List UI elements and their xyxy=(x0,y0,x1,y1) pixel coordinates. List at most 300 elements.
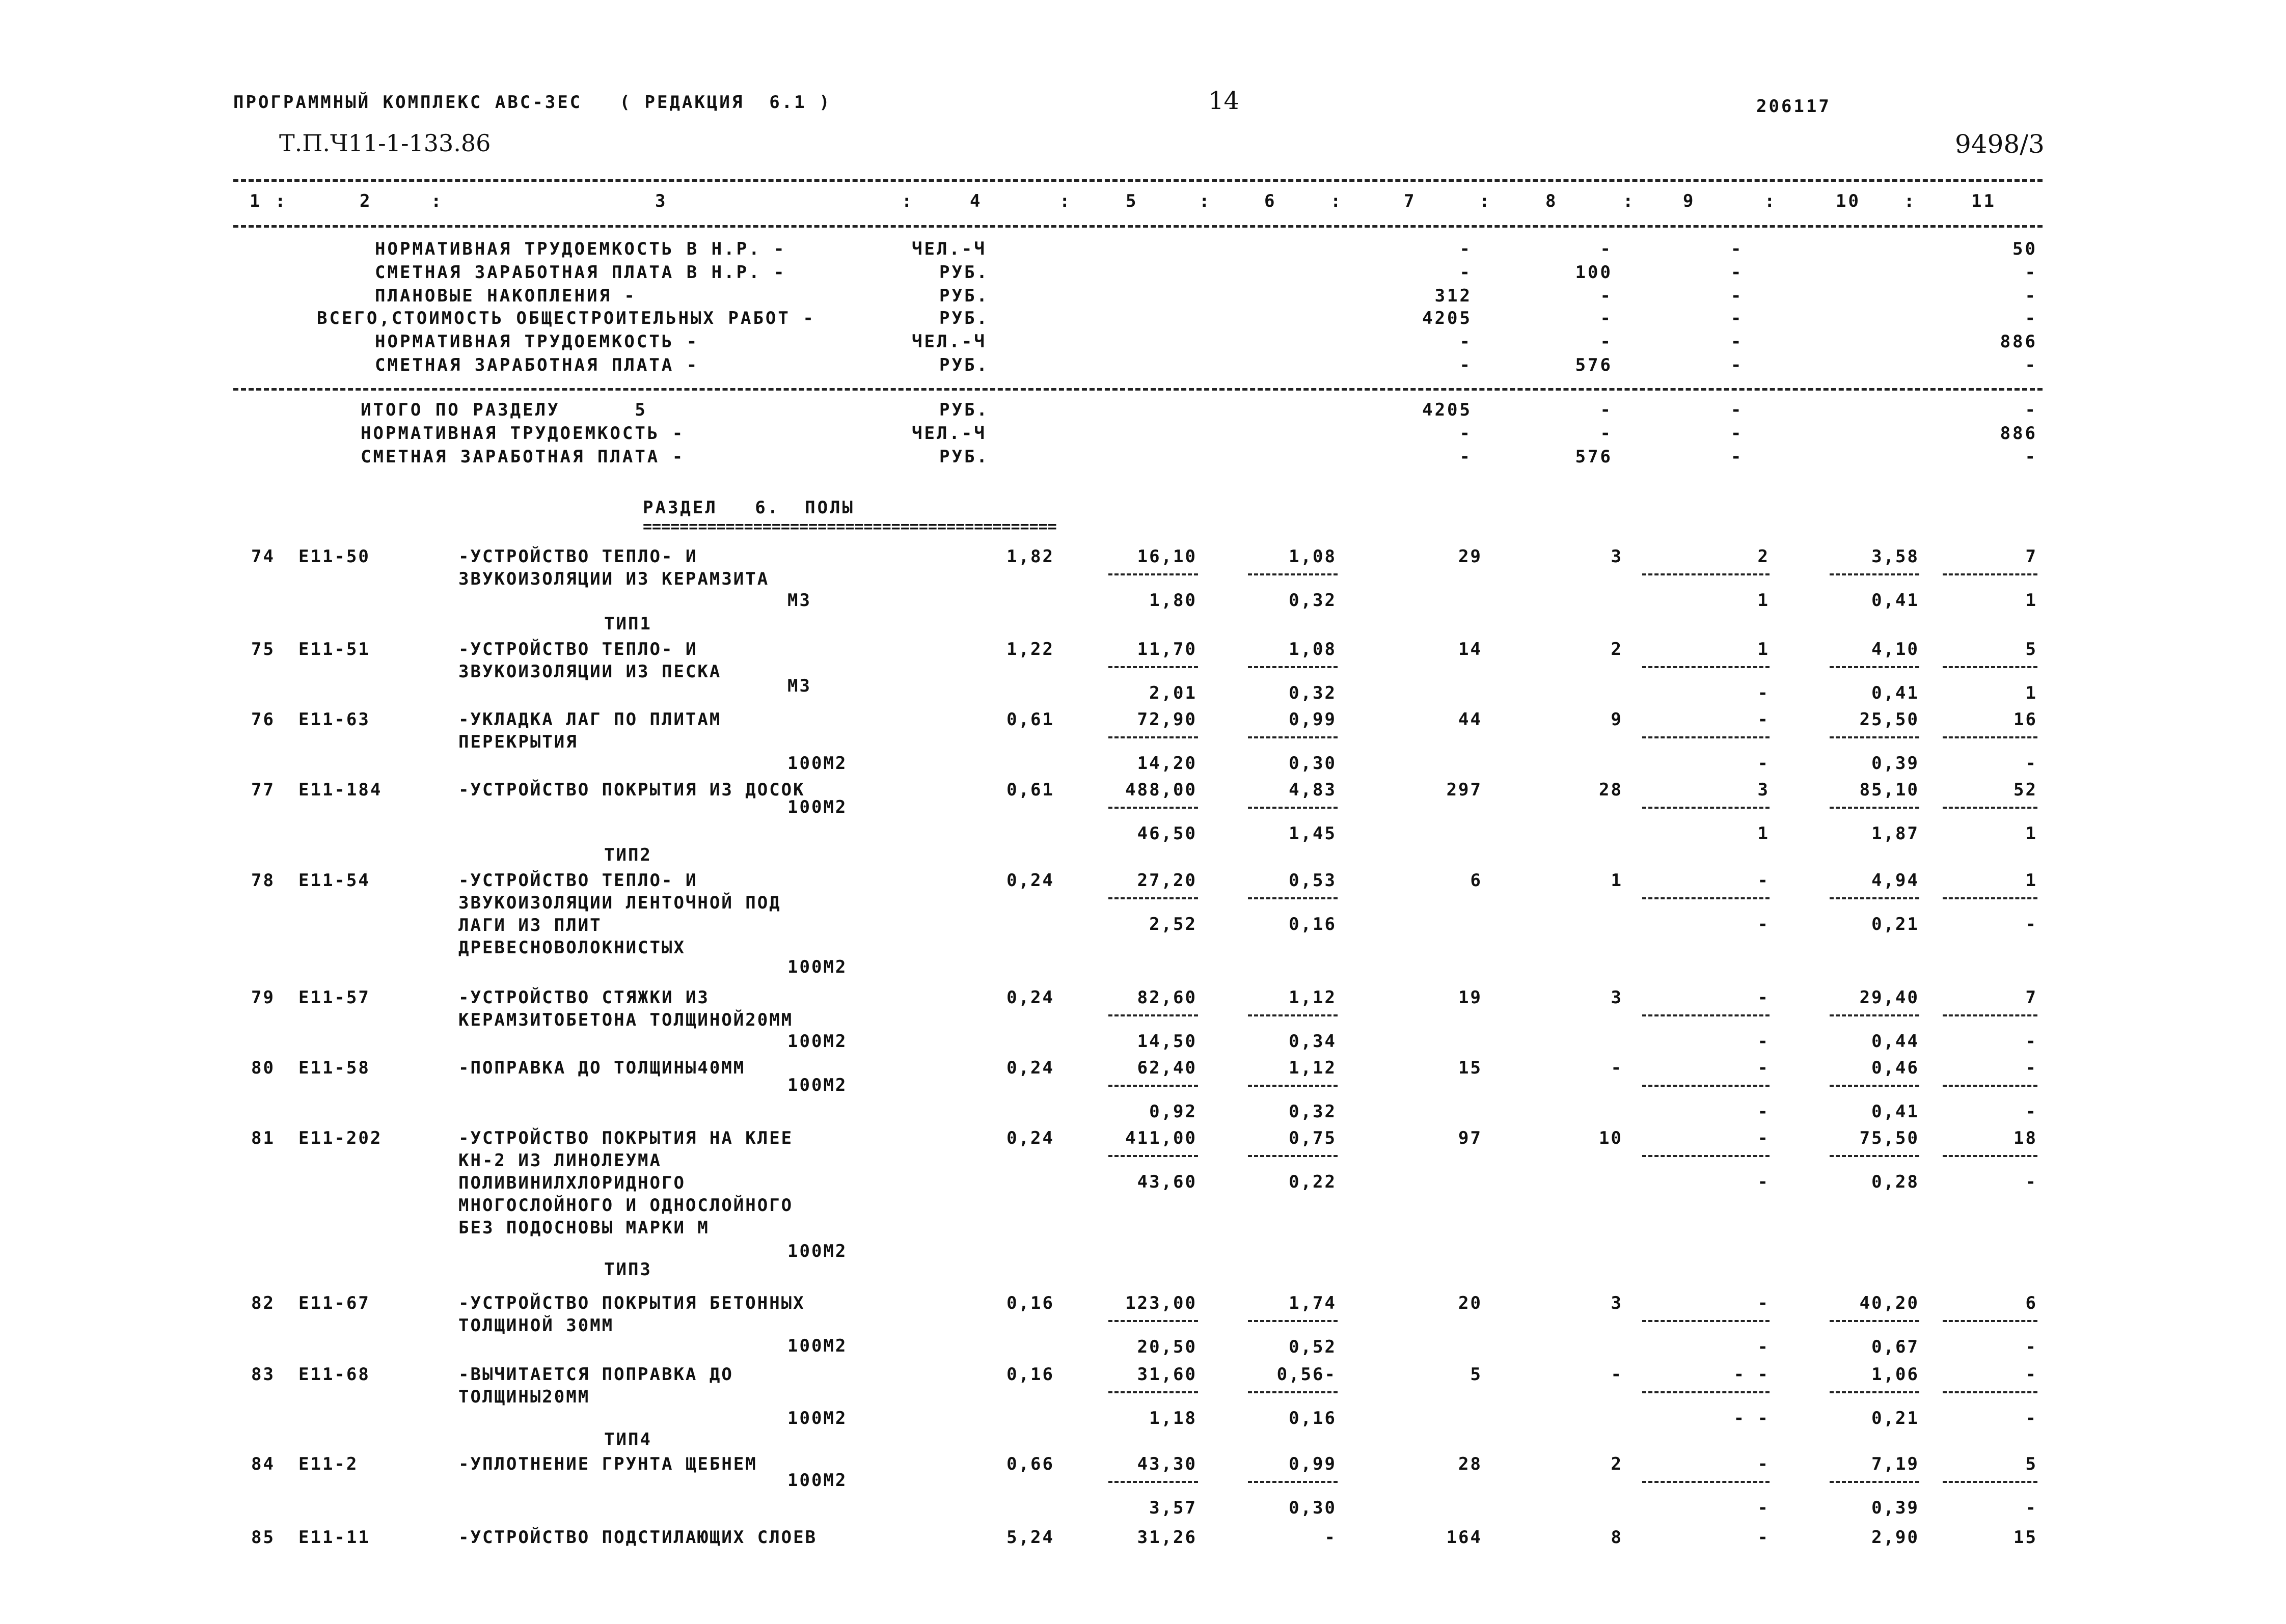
item-col7: 14 xyxy=(1458,639,1482,659)
item-col8: 10 xyxy=(1599,1128,1623,1148)
item-description: -УСТРОЙСТВО ТЕПЛО- И xyxy=(458,639,698,659)
item-code: Е11-51 xyxy=(298,639,370,659)
item-description: КН-2 ИЗ ЛИНОЛЕУМА xyxy=(458,1150,662,1171)
item-col4: 0,16 xyxy=(1006,1364,1054,1385)
item-description: МНОГОСЛОЙНОГО И ОДНОСЛОЙНОГО xyxy=(458,1195,794,1216)
cell-divider xyxy=(1642,1014,1770,1016)
item-sub-col10: 0,44 xyxy=(1871,1031,1919,1052)
item-col11: - xyxy=(2025,1058,2037,1078)
item-col4: 0,24 xyxy=(1006,1128,1054,1148)
column-number: 2 xyxy=(360,191,372,211)
item-col8: 8 xyxy=(1611,1527,1623,1548)
item-sub-col11: - xyxy=(2025,1172,2037,1192)
cell-divider xyxy=(1642,1155,1770,1157)
item-col9: - xyxy=(1757,1058,1770,1078)
item-number: 75 xyxy=(251,639,275,659)
item-code: Е11-63 xyxy=(298,709,370,730)
item-col6: 1,12 xyxy=(1289,987,1337,1008)
sheet-code: 9498/3 xyxy=(1955,129,2045,159)
item-sub-col11: - xyxy=(2025,1031,2037,1052)
item-sub-col10: 0,39 xyxy=(1871,753,1919,774)
item-sub-col10: 0,39 xyxy=(1871,1498,1919,1518)
item-col6: 1,08 xyxy=(1289,639,1337,659)
header-rule-bottom xyxy=(233,225,2043,228)
total-unit: РУБ. xyxy=(939,400,989,420)
item-description: -УСТРОЙСТВО ПОКРЫТИЯ БЕТОННЫХ xyxy=(458,1293,805,1313)
cell-divider xyxy=(1943,897,2037,899)
item-code: Е11-57 xyxy=(298,987,370,1008)
total-col8: - xyxy=(1600,308,1613,328)
cell-divider xyxy=(1830,666,1919,668)
cell-divider xyxy=(1830,1014,1919,1016)
item-description: ЗВУКОИЗОЛЯЦИИ ЛЕНТОЧНОЙ ПОД xyxy=(458,893,781,913)
cell-divider xyxy=(1943,1014,2037,1016)
item-sub-col11: - xyxy=(2025,1408,2037,1428)
item-sub-col5: 1,80 xyxy=(1149,590,1197,611)
cell-divider xyxy=(1108,1155,1198,1157)
item-col11: 5 xyxy=(2025,1454,2037,1474)
column-number: 3 xyxy=(655,191,668,211)
item-sub-col5: 0,92 xyxy=(1149,1102,1197,1122)
item-col10: 75,50 xyxy=(1859,1128,1919,1148)
item-unit: 100М2 xyxy=(787,1408,848,1428)
item-col6: 0,99 xyxy=(1289,1454,1337,1474)
total-col8: 100 xyxy=(1575,262,1613,283)
item-col10: 1,06 xyxy=(1871,1364,1919,1385)
cell-divider xyxy=(1830,1391,1919,1393)
item-unit: 100М2 xyxy=(787,957,848,977)
item-col11: 52 xyxy=(2013,780,2037,800)
item-sub-col11: 1 xyxy=(2025,683,2037,703)
cell-divider xyxy=(1248,736,1338,738)
total-col7: 4205 xyxy=(1422,400,1472,420)
item-description: -ПОПРАВКА ДО ТОЛЩИНЫ40ММ xyxy=(458,1058,746,1078)
item-col8: - xyxy=(1611,1058,1623,1078)
item-col5: 31,60 xyxy=(1137,1364,1197,1385)
cell-divider xyxy=(1943,1155,2037,1157)
item-col4: 0,61 xyxy=(1006,709,1054,730)
item-type: ТИП4 xyxy=(604,1429,652,1450)
section-title-rule: ============================================= xyxy=(643,518,1057,536)
item-unit: 100М2 xyxy=(787,753,848,774)
document-number: 206117 xyxy=(1756,96,1831,117)
item-col6: 1,12 xyxy=(1289,1058,1337,1078)
item-col9: - xyxy=(1757,1527,1770,1548)
item-description: -УСТРОЙСТВО ТЕПЛО- И xyxy=(458,546,698,567)
item-col4: 0,24 xyxy=(1006,870,1054,891)
item-number: 76 xyxy=(251,709,275,730)
cell-divider xyxy=(1830,897,1919,899)
total-col7: - xyxy=(1459,332,1472,352)
total-col7: - xyxy=(1459,262,1472,283)
item-unit: 100М2 xyxy=(787,1031,848,1052)
item-sub-col6: 0,32 xyxy=(1289,590,1337,611)
column-number: 6 xyxy=(1264,191,1277,211)
total-col8: - xyxy=(1600,400,1613,420)
column-number: 8 xyxy=(1545,191,1558,211)
item-col6: 0,99 xyxy=(1289,709,1337,730)
item-sub-col11: - xyxy=(2025,1102,2037,1122)
item-sub-col9: - xyxy=(1757,683,1770,703)
item-col8: 1 xyxy=(1611,870,1623,891)
item-sub-col9: 1 xyxy=(1757,590,1770,611)
cell-divider xyxy=(1248,1155,1338,1157)
item-col5: 82,60 xyxy=(1137,987,1197,1008)
item-sub-col11: - xyxy=(2025,914,2037,934)
item-sub-col5: 43,60 xyxy=(1137,1172,1197,1192)
cell-divider xyxy=(1108,897,1198,899)
item-sub-col5: 46,50 xyxy=(1137,823,1197,844)
item-col8: 3 xyxy=(1611,987,1623,1008)
cell-divider xyxy=(1108,1320,1198,1322)
item-description: КЕРАМЗИТОБЕТОНА ТОЛЩИНОЙ20ММ xyxy=(458,1010,794,1030)
item-sub-col11: - xyxy=(2025,1498,2037,1518)
item-sub-col9: 1 xyxy=(1757,823,1770,844)
cell-divider xyxy=(1943,573,2037,575)
item-col9: - xyxy=(1757,1454,1770,1474)
item-description: -УСТРОЙСТВО ПОКРЫТИЯ НА КЛЕЕ xyxy=(458,1128,794,1148)
total-unit: ЧЕЛ.-Ч xyxy=(912,423,987,444)
item-col7: 28 xyxy=(1458,1454,1482,1474)
item-sub-col9: - xyxy=(1757,753,1770,774)
item-unit: 100М2 xyxy=(787,1336,848,1356)
item-code: Е11-50 xyxy=(298,546,370,567)
total-col8: - xyxy=(1600,286,1613,306)
program-title: ПРОГРАММНЫЙ КОМПЛЕКС АВС-3ЕС ( РЕДАКЦИЯ 6.1 ) xyxy=(233,92,832,113)
item-sub-col9: - - xyxy=(1733,1408,1770,1428)
item-code: Е11-11 xyxy=(298,1527,370,1548)
item-col5: 411,00 xyxy=(1125,1128,1197,1148)
item-col7: 15 xyxy=(1458,1058,1482,1078)
cell-divider xyxy=(1642,736,1770,738)
item-col8: 28 xyxy=(1599,780,1623,800)
item-col10: 3,58 xyxy=(1871,546,1919,567)
item-col11: 5 xyxy=(2025,639,2037,659)
item-code: Е11-2 xyxy=(298,1454,359,1474)
item-col4: 0,61 xyxy=(1006,780,1054,800)
item-type: ТИП1 xyxy=(604,614,652,634)
item-code: Е11-54 xyxy=(298,870,370,891)
item-code: Е11-68 xyxy=(298,1364,370,1385)
total-col11: 50 xyxy=(2012,239,2037,259)
item-col10: 0,46 xyxy=(1871,1058,1919,1078)
cell-divider xyxy=(1642,897,1770,899)
cell-divider xyxy=(1248,1320,1338,1322)
total-col11: - xyxy=(2025,355,2037,375)
item-code: Е11-58 xyxy=(298,1058,370,1078)
column-number: 4 xyxy=(970,191,983,211)
item-col11: 7 xyxy=(2025,987,2037,1008)
item-col10: 29,40 xyxy=(1859,987,1919,1008)
total-label: ИТОГО ПО РАЗДЕЛУ 5 xyxy=(361,400,647,420)
item-number: 85 xyxy=(251,1527,275,1548)
item-col5: 62,40 xyxy=(1137,1058,1197,1078)
cell-divider xyxy=(1108,1481,1198,1483)
item-col8: 9 xyxy=(1611,709,1623,730)
item-sub-col5: 3,57 xyxy=(1149,1498,1197,1518)
total-col8: 576 xyxy=(1575,447,1613,467)
item-col11: - xyxy=(2025,1364,2037,1385)
item-sub-col6: 0,34 xyxy=(1289,1031,1337,1052)
cell-divider xyxy=(1642,1391,1770,1393)
item-description: -ВЫЧИТАЕТСЯ ПОПРАВКА ДО xyxy=(458,1364,733,1385)
item-col7: 297 xyxy=(1446,780,1482,800)
item-col6: - xyxy=(1324,1527,1337,1548)
cell-divider xyxy=(1943,1085,2037,1087)
item-col8: 3 xyxy=(1611,1293,1623,1313)
cell-divider xyxy=(1642,1085,1770,1087)
column-number: 5 xyxy=(1126,191,1138,211)
item-sub-col6: 0,32 xyxy=(1289,683,1337,703)
total-unit: РУБ. xyxy=(939,447,989,467)
item-sub-col9: - xyxy=(1757,1102,1770,1122)
item-description: ЛАГИ ИЗ ПЛИТ xyxy=(458,915,602,935)
item-sub-col10: 0,41 xyxy=(1871,683,1919,703)
item-number: 74 xyxy=(251,546,275,567)
item-unit: 100М2 xyxy=(787,1470,848,1491)
item-col9: - xyxy=(1757,709,1770,730)
cell-divider xyxy=(1830,1155,1919,1157)
item-col9: - xyxy=(1757,1128,1770,1148)
item-number: 78 xyxy=(251,870,275,891)
item-unit: 100М2 xyxy=(787,1075,848,1095)
item-sub-col5: 14,20 xyxy=(1137,753,1197,774)
total-col8: - xyxy=(1600,239,1613,259)
item-number: 80 xyxy=(251,1058,275,1078)
item-number: 79 xyxy=(251,987,275,1008)
item-sub-col11: 1 xyxy=(2025,590,2037,611)
total-col9: - xyxy=(1731,262,1744,283)
total-label: ПЛАНОВЫЕ НАКОПЛЕНИЯ - xyxy=(375,286,637,306)
item-description: ПОЛИВИНИЛХЛОРИДНОГО xyxy=(458,1173,686,1193)
cell-divider xyxy=(1108,666,1198,668)
item-sub-col9: - xyxy=(1757,1031,1770,1052)
item-type: ТИП3 xyxy=(604,1259,652,1280)
item-description: -УПЛОТНЕНИЕ ГРУНТА ЩЕБНЕМ xyxy=(458,1454,757,1474)
total-col11: 886 xyxy=(2000,423,2037,444)
totals-separator xyxy=(233,388,2043,391)
item-col8: 3 xyxy=(1611,546,1623,567)
cell-divider xyxy=(1108,1085,1198,1087)
cell-divider xyxy=(1642,807,1770,809)
item-col5: 123,00 xyxy=(1125,1293,1197,1313)
cell-divider xyxy=(1108,807,1198,809)
column-number: 1 xyxy=(250,191,262,211)
cell-divider xyxy=(1642,1320,1770,1322)
cell-divider xyxy=(1830,1320,1919,1322)
item-number: 81 xyxy=(251,1128,275,1148)
item-col4: 0,16 xyxy=(1006,1293,1054,1313)
item-col6: 4,83 xyxy=(1289,780,1337,800)
total-unit: ЧЕЛ.-Ч xyxy=(912,239,987,259)
item-col11: 6 xyxy=(2025,1293,2037,1313)
item-col5: 16,10 xyxy=(1137,546,1197,567)
item-sub-col11: - xyxy=(2025,753,2037,774)
cell-divider xyxy=(1943,736,2037,738)
item-col10: 40,20 xyxy=(1859,1293,1919,1313)
item-col7: 19 xyxy=(1458,987,1482,1008)
item-col7: 97 xyxy=(1458,1128,1482,1148)
item-col10: 4,10 xyxy=(1871,639,1919,659)
column-number: 7 xyxy=(1404,191,1417,211)
item-col7: 5 xyxy=(1470,1364,1482,1385)
total-col9: - xyxy=(1731,239,1744,259)
total-label: НОРМАТИВНАЯ ТРУДОЕМКОСТЬ В Н.Р. - xyxy=(375,239,786,259)
total-col8: - xyxy=(1600,423,1613,444)
item-col9: - xyxy=(1757,1293,1770,1313)
total-col7: - xyxy=(1459,423,1472,444)
item-number: 83 xyxy=(251,1364,275,1385)
item-col10: 25,50 xyxy=(1859,709,1919,730)
item-col10: 7,19 xyxy=(1871,1454,1919,1474)
item-description: БЕЗ ПОДОСНОВЫ МАРКИ М xyxy=(458,1218,710,1238)
item-description: ДРЕВЕСНОВОЛОКНИСТЫХ xyxy=(458,938,686,958)
total-unit: ЧЕЛ.-Ч xyxy=(912,332,987,352)
item-col5: 31,26 xyxy=(1137,1527,1197,1548)
cell-divider xyxy=(1248,1085,1338,1087)
cell-divider xyxy=(1642,666,1770,668)
item-sub-col6: 0,30 xyxy=(1289,1498,1337,1518)
item-unit: 100М2 xyxy=(787,1241,848,1261)
item-col9: - - xyxy=(1733,1364,1770,1385)
item-description: ТОЛЩИНЫ20ММ xyxy=(458,1387,590,1407)
item-sub-col9: - xyxy=(1757,1498,1770,1518)
total-label: НОРМАТИВНАЯ ТРУДОЕМКОСТЬ - xyxy=(375,332,699,352)
item-number: 82 xyxy=(251,1293,275,1313)
item-sub-col6: 0,32 xyxy=(1289,1102,1337,1122)
item-type: ТИП2 xyxy=(604,845,652,865)
item-col10: 2,90 xyxy=(1871,1527,1919,1548)
item-sub-col5: 20,50 xyxy=(1137,1337,1197,1357)
item-sub-col10: 0,41 xyxy=(1871,590,1919,611)
item-col8: 2 xyxy=(1611,1454,1623,1474)
item-col7: 20 xyxy=(1458,1293,1482,1313)
cell-divider xyxy=(1108,1391,1198,1393)
item-code: Е11-202 xyxy=(298,1128,383,1148)
item-col10: 4,94 xyxy=(1871,870,1919,891)
cell-divider xyxy=(1943,1481,2037,1483)
cell-divider xyxy=(1943,666,2037,668)
item-col7: 44 xyxy=(1458,709,1482,730)
cell-divider xyxy=(1943,1320,2037,1322)
total-col11: 886 xyxy=(2000,332,2037,352)
item-description: ЗВУКОИЗОЛЯЦИИ ИЗ ПЕСКА xyxy=(458,662,722,682)
item-description: -УСТРОЙСТВО ПОКРЫТИЯ ИЗ ДОСОК xyxy=(458,780,805,800)
item-sub-col6: 0,52 xyxy=(1289,1337,1337,1357)
item-description: -УСТРОЙСТВО СТЯЖКИ ИЗ xyxy=(458,987,710,1008)
item-col4: 5,24 xyxy=(1006,1527,1054,1548)
cell-divider xyxy=(1830,1085,1919,1087)
item-col6: 0,53 xyxy=(1289,870,1337,891)
item-sub-col5: 2,52 xyxy=(1149,914,1197,934)
cell-divider xyxy=(1248,666,1338,668)
cell-divider xyxy=(1248,1481,1338,1483)
item-sub-col6: 0,16 xyxy=(1289,914,1337,934)
cell-divider xyxy=(1248,1014,1338,1016)
item-sub-col9: - xyxy=(1757,1337,1770,1357)
item-sub-col5: 1,18 xyxy=(1149,1408,1197,1428)
cell-divider xyxy=(1248,897,1338,899)
total-col11: - xyxy=(2025,262,2037,283)
total-label: ВСЕГО,СТОИМОСТЬ ОБЩЕСТРОИТЕЛЬНЫХ РАБОТ - xyxy=(317,308,815,328)
total-col9: - xyxy=(1731,308,1744,328)
item-col9: - xyxy=(1757,870,1770,891)
item-col11: 15 xyxy=(2013,1527,2037,1548)
item-col9: 1 xyxy=(1757,639,1770,659)
project-code: Т.П.Ч11-1-133.86 xyxy=(279,129,491,157)
item-description: ЗВУКОИЗОЛЯЦИИ ИЗ КЕРАМЗИТА xyxy=(458,569,770,589)
item-col4: 1,22 xyxy=(1006,639,1054,659)
item-col10: 85,10 xyxy=(1859,780,1919,800)
total-col9: - xyxy=(1731,332,1744,352)
cell-divider xyxy=(1830,736,1919,738)
item-sub-col9: - xyxy=(1757,914,1770,934)
item-col5: 27,20 xyxy=(1137,870,1197,891)
item-code: Е11-67 xyxy=(298,1293,370,1313)
item-col5: 11,70 xyxy=(1137,639,1197,659)
total-col7: 312 xyxy=(1434,286,1472,306)
column-number: 11 xyxy=(1971,191,1996,211)
item-col5: 488,00 xyxy=(1125,780,1197,800)
item-unit: М3 xyxy=(787,676,811,696)
item-sub-col10: 0,21 xyxy=(1871,1408,1919,1428)
total-unit: РУБ. xyxy=(939,262,989,283)
cell-divider xyxy=(1108,573,1198,575)
total-col9: - xyxy=(1731,423,1744,444)
total-col7: - xyxy=(1459,447,1472,467)
header-rule-top xyxy=(233,179,2043,182)
item-col7: 164 xyxy=(1446,1527,1482,1548)
cell-divider xyxy=(1830,807,1919,809)
item-col8: 2 xyxy=(1611,639,1623,659)
total-col11: - xyxy=(2025,400,2037,420)
section-title: РАЗДЕЛ 6. ПОЛЫ xyxy=(643,498,855,518)
item-sub-col10: 0,21 xyxy=(1871,914,1919,934)
item-col9: 3 xyxy=(1757,780,1770,800)
cell-divider xyxy=(1642,573,1770,575)
total-unit: РУБ. xyxy=(939,286,989,306)
cell-divider xyxy=(1830,1481,1919,1483)
item-col4: 0,24 xyxy=(1006,987,1054,1008)
item-sub-col5: 2,01 xyxy=(1149,683,1197,703)
item-number: 77 xyxy=(251,780,275,800)
item-description: ТОЛЩИНОЙ 30ММ xyxy=(458,1315,614,1336)
item-col11: 18 xyxy=(2013,1128,2037,1148)
item-sub-col10: 0,41 xyxy=(1871,1102,1919,1122)
item-col4: 0,66 xyxy=(1006,1454,1054,1474)
item-col6: 1,08 xyxy=(1289,546,1337,567)
total-col11: - xyxy=(2025,447,2037,467)
item-sub-col9: - xyxy=(1757,1172,1770,1192)
total-label: СМЕТНАЯ ЗАРАБОТНАЯ ПЛАТА В Н.Р. - xyxy=(375,262,786,283)
total-label: СМЕТНАЯ ЗАРАБОТНАЯ ПЛАТА - xyxy=(361,447,685,467)
item-col5: 72,90 xyxy=(1137,709,1197,730)
item-col6: 0,75 xyxy=(1289,1128,1337,1148)
total-col9: - xyxy=(1731,447,1744,467)
item-col7: 6 xyxy=(1470,870,1482,891)
item-col8: - xyxy=(1611,1364,1623,1385)
total-col9: - xyxy=(1731,400,1744,420)
item-sub-col10: 1,87 xyxy=(1871,823,1919,844)
item-col4: 0,24 xyxy=(1006,1058,1054,1078)
item-sub-col6: 0,30 xyxy=(1289,753,1337,774)
cell-divider xyxy=(1642,1481,1770,1483)
cell-divider xyxy=(1248,573,1338,575)
total-col9: - xyxy=(1731,286,1744,306)
total-label: СМЕТНАЯ ЗАРАБОТНАЯ ПЛАТА - xyxy=(375,355,699,375)
item-col7: 29 xyxy=(1458,546,1482,567)
cell-divider xyxy=(1108,736,1198,738)
